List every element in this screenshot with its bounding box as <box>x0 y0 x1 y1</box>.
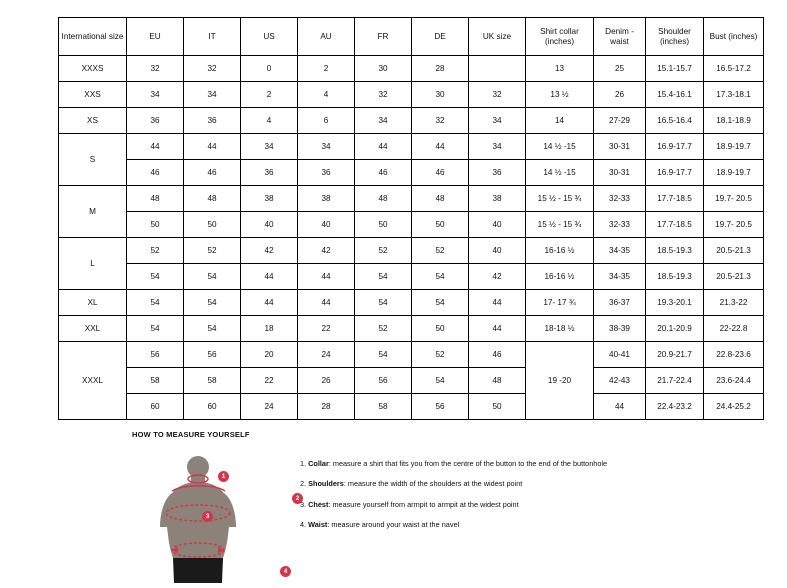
international-size-cell: XXXL <box>59 342 127 420</box>
body-diagram <box>132 455 300 583</box>
cell-de: 52 <box>412 238 469 264</box>
cell-fr: 54 <box>355 264 412 290</box>
cell-bust: 21.3-22 <box>704 290 764 316</box>
cell-uk <box>469 56 526 82</box>
cell-us: 2 <box>241 82 298 108</box>
cell-shoulder: 17.7-18.5 <box>646 212 704 238</box>
cell-it: 58 <box>184 368 241 394</box>
marker-1: 1 <box>218 471 229 482</box>
cell-de: 52 <box>412 342 469 368</box>
cell-bust: 20.5-21.3 <box>704 238 764 264</box>
table-row <box>59 264 764 290</box>
cell-shoulder: 20.9-21.7 <box>646 342 704 368</box>
instruction-number: 1. <box>300 459 307 468</box>
cell-us: 44 <box>241 264 298 290</box>
column-header-denim-waist: Denim - waist <box>594 18 646 56</box>
cell-bust: 20.5-21.3 <box>704 264 764 290</box>
cell-fr: 54 <box>355 342 412 368</box>
cell-shoulder: 16.9-17.7 <box>646 160 704 186</box>
instruction-text: : measure the width of the shoulders at the widest point <box>343 479 523 489</box>
cell-au: 2 <box>298 56 355 82</box>
cell-us: 22 <box>241 368 298 394</box>
cell-denim: 30-31 <box>594 134 646 160</box>
cell-eu: 58 <box>127 368 184 394</box>
cell-shoulder: 17.7-18.5 <box>646 186 704 212</box>
cell-fr: 52 <box>355 316 412 342</box>
cell-eu: 44 <box>127 134 184 160</box>
cell-au: 6 <box>298 108 355 134</box>
cell-shoulder: 16.9-17.7 <box>646 134 704 160</box>
cell-bust: 18.9-19.7 <box>704 160 764 186</box>
instruction-text: : measure yourself from armpit to armpit at the widest point <box>328 499 519 509</box>
cell-fr: 34 <box>355 108 412 134</box>
cell-us: 44 <box>241 290 298 316</box>
cell-it: 44 <box>184 134 241 160</box>
cell-eu: 56 <box>127 342 184 368</box>
cell-collar: 14 ½ -15 <box>526 160 594 186</box>
cell-uk: 40 <box>469 238 526 264</box>
cell-shoulder: 16.5-16.4 <box>646 108 704 134</box>
cell-it: 56 <box>184 342 241 368</box>
table-row <box>59 186 764 212</box>
international-size-cell: M <box>59 186 127 238</box>
cell-eu: 32 <box>127 56 184 82</box>
how-to-measure-section <box>132 430 732 583</box>
cell-us: 36 <box>241 160 298 186</box>
cell-it: 54 <box>184 264 241 290</box>
cell-au: 44 <box>298 264 355 290</box>
cell-bust: 23.6-24.4 <box>704 368 764 394</box>
table-row <box>59 394 764 420</box>
table-header-row <box>59 18 764 56</box>
cell-de: 50 <box>412 212 469 238</box>
cell-eu: 54 <box>127 316 184 342</box>
cell-us: 24 <box>241 394 298 420</box>
cell-shoulder: 15.1-15.7 <box>646 56 704 82</box>
table-row <box>59 290 764 316</box>
how-to-measure-body <box>132 447 732 583</box>
table-row <box>59 342 764 368</box>
cell-us: 0 <box>241 56 298 82</box>
instruction-shoulders <box>300 479 730 488</box>
cell-collar: 14 <box>526 108 594 134</box>
cell-us: 34 <box>241 134 298 160</box>
cell-collar: 14 ½ -15 <box>526 134 594 160</box>
cell-au: 44 <box>298 290 355 316</box>
cell-denim: 25 <box>594 56 646 82</box>
column-header-us: US <box>241 18 298 56</box>
cell-bust: 19.7- 20.5 <box>704 212 764 238</box>
cell-bust: 22.8-23.6 <box>704 342 764 368</box>
cell-denim: 34-35 <box>594 238 646 264</box>
cell-it: 32 <box>184 56 241 82</box>
cell-de: 44 <box>412 134 469 160</box>
cell-uk: 36 <box>469 160 526 186</box>
cell-shoulder: 18.5-19.3 <box>646 238 704 264</box>
column-header-eu: EU <box>127 18 184 56</box>
cell-collar: 15 ½ - 15 ¾ <box>526 212 594 238</box>
column-header-fr: FR <box>355 18 412 56</box>
cell-fr: 52 <box>355 238 412 264</box>
cell-it: 50 <box>184 212 241 238</box>
table-row <box>59 134 764 160</box>
cell-uk: 42 <box>469 264 526 290</box>
cell-us: 38 <box>241 186 298 212</box>
instruction-waist <box>300 520 730 529</box>
cell-de: 50 <box>412 316 469 342</box>
instruction-text: : measure around your waist at the navel <box>327 520 460 530</box>
column-header-au: AU <box>298 18 355 56</box>
cell-au: 36 <box>298 160 355 186</box>
cell-denim: 34-35 <box>594 264 646 290</box>
cell-uk: 48 <box>469 368 526 394</box>
column-header-de: DE <box>412 18 469 56</box>
table-row <box>59 108 764 134</box>
cell-eu: 50 <box>127 212 184 238</box>
column-header-shoulder: Shoulder (inches) <box>646 18 704 56</box>
instruction-chest <box>300 500 730 509</box>
table-row <box>59 368 764 394</box>
cell-bust: 18.1-18.9 <box>704 108 764 134</box>
cell-collar: 19 -20 <box>526 342 594 420</box>
cell-shoulder: 21.7-22.4 <box>646 368 704 394</box>
cell-shoulder: 18.5-19.3 <box>646 264 704 290</box>
instruction-text: : measure a shirt that fits you from the centre of the button to the end of the buttonhole <box>328 459 608 468</box>
cell-us: 40 <box>241 212 298 238</box>
cell-denim: 44 <box>594 394 646 420</box>
cell-denim: 38-39 <box>594 316 646 342</box>
cell-au: 38 <box>298 186 355 212</box>
cell-de: 54 <box>412 264 469 290</box>
cell-it: 54 <box>184 316 241 342</box>
cell-it: 54 <box>184 290 241 316</box>
cell-de: 32 <box>412 108 469 134</box>
column-header-it: IT <box>184 18 241 56</box>
cell-au: 40 <box>298 212 355 238</box>
column-header-bust: Bust (inches) <box>704 18 764 56</box>
marker-2: 2 <box>292 493 303 504</box>
cell-eu: 36 <box>127 108 184 134</box>
column-header-uk-size: UK size <box>469 18 526 56</box>
cell-uk: 44 <box>469 316 526 342</box>
cell-bust: 24.4-25.2 <box>704 394 764 420</box>
cell-uk: 46 <box>469 342 526 368</box>
cell-fr: 32 <box>355 82 412 108</box>
cell-uk: 32 <box>469 82 526 108</box>
cell-fr: 50 <box>355 212 412 238</box>
cell-shoulder: 19.3-20.1 <box>646 290 704 316</box>
cell-collar: 18-18 ½ <box>526 316 594 342</box>
cell-bust: 22-22.8 <box>704 316 764 342</box>
cell-eu: 48 <box>127 186 184 212</box>
cell-fr: 30 <box>355 56 412 82</box>
cell-eu: 34 <box>127 82 184 108</box>
table-row <box>59 238 764 264</box>
cell-collar: 17- 17 ¾ <box>526 290 594 316</box>
international-size-cell: XXL <box>59 316 127 342</box>
cell-shoulder: 15.4-16.1 <box>646 82 704 108</box>
instruction-number: 4. <box>300 520 307 530</box>
cell-fr: 48 <box>355 186 412 212</box>
cell-it: 46 <box>184 160 241 186</box>
cell-eu: 54 <box>127 290 184 316</box>
cell-au: 28 <box>298 394 355 420</box>
cell-au: 4 <box>298 82 355 108</box>
cell-uk: 44 <box>469 290 526 316</box>
how-to-measure-title: HOW TO MEASURE YOURSELF <box>132 430 250 439</box>
cell-collar: 16-16 ½ <box>526 238 594 264</box>
cell-fr: 46 <box>355 160 412 186</box>
instruction-term: Waist <box>308 520 328 530</box>
column-header-international-size: International size <box>59 18 127 56</box>
cell-au: 42 <box>298 238 355 264</box>
cell-it: 48 <box>184 186 241 212</box>
cell-collar: 16-16 ½ <box>526 264 594 290</box>
cell-eu: 60 <box>127 394 184 420</box>
cell-eu: 52 <box>127 238 184 264</box>
cell-it: 36 <box>184 108 241 134</box>
cell-de: 54 <box>412 290 469 316</box>
cell-fr: 44 <box>355 134 412 160</box>
cell-bust: 17.3-18.1 <box>704 82 764 108</box>
cell-denim: 40-41 <box>594 342 646 368</box>
cell-collar: 13 ½ <box>526 82 594 108</box>
cell-collar: 13 <box>526 56 594 82</box>
cell-uk: 34 <box>469 108 526 134</box>
marker-3: 3 <box>202 511 213 522</box>
international-size-cell: S <box>59 134 127 186</box>
international-size-cell: L <box>59 238 127 290</box>
cell-denim: 32-33 <box>594 186 646 212</box>
cell-fr: 58 <box>355 394 412 420</box>
cell-denim: 26 <box>594 82 646 108</box>
cell-denim: 36-37 <box>594 290 646 316</box>
cell-us: 20 <box>241 342 298 368</box>
cell-de: 54 <box>412 368 469 394</box>
cell-de: 46 <box>412 160 469 186</box>
instruction-number: 3. <box>300 499 307 509</box>
cell-denim: 27-29 <box>594 108 646 134</box>
instruction-term: Collar <box>308 459 329 468</box>
cell-eu: 54 <box>127 264 184 290</box>
marker-4: 4 <box>280 566 291 577</box>
cell-de: 48 <box>412 186 469 212</box>
cell-it: 34 <box>184 82 241 108</box>
cell-de: 56 <box>412 394 469 420</box>
cell-eu: 46 <box>127 160 184 186</box>
cell-bust: 16.5-17.2 <box>704 56 764 82</box>
cell-fr: 54 <box>355 290 412 316</box>
cell-uk: 50 <box>469 394 526 420</box>
cell-bust: 19.7- 20.5 <box>704 186 764 212</box>
cell-fr: 56 <box>355 368 412 394</box>
cell-au: 22 <box>298 316 355 342</box>
cell-uk: 40 <box>469 212 526 238</box>
international-size-cell: XXXS <box>59 56 127 82</box>
cell-bust: 18.9-19.7 <box>704 134 764 160</box>
column-header-shirt-collar: Shirt collar (inches) <box>526 18 594 56</box>
cell-us: 18 <box>241 316 298 342</box>
international-size-cell: XXS <box>59 82 127 108</box>
table-body <box>59 56 764 420</box>
cell-denim: 30-31 <box>594 160 646 186</box>
instruction-number: 2. <box>300 479 307 489</box>
cell-shoulder: 22.4-23.2 <box>646 394 704 420</box>
cell-denim: 32-33 <box>594 212 646 238</box>
cell-de: 30 <box>412 82 469 108</box>
cell-denim: 42-43 <box>594 368 646 394</box>
cell-it: 60 <box>184 394 241 420</box>
cell-uk: 38 <box>469 186 526 212</box>
instruction-term: Chest <box>308 499 329 509</box>
international-size-cell: XL <box>59 290 127 316</box>
cell-collar: 15 ½ - 15 ¾ <box>526 186 594 212</box>
table-row <box>59 212 764 238</box>
international-size-cell: XS <box>59 108 127 134</box>
measure-instructions-list <box>300 459 730 541</box>
size-chart-table <box>58 17 764 420</box>
table-row <box>59 316 764 342</box>
cell-shoulder: 20.1-20.9 <box>646 316 704 342</box>
table-row <box>59 160 764 186</box>
cell-it: 52 <box>184 238 241 264</box>
table-row <box>59 82 764 108</box>
cell-de: 28 <box>412 56 469 82</box>
cell-us: 4 <box>241 108 298 134</box>
table-row <box>59 56 764 82</box>
cell-us: 42 <box>241 238 298 264</box>
cell-au: 24 <box>298 342 355 368</box>
instruction-term: Shoulders <box>308 479 344 489</box>
cell-au: 26 <box>298 368 355 394</box>
cell-au: 34 <box>298 134 355 160</box>
instruction-collar <box>300 459 730 468</box>
cell-uk: 34 <box>469 134 526 160</box>
